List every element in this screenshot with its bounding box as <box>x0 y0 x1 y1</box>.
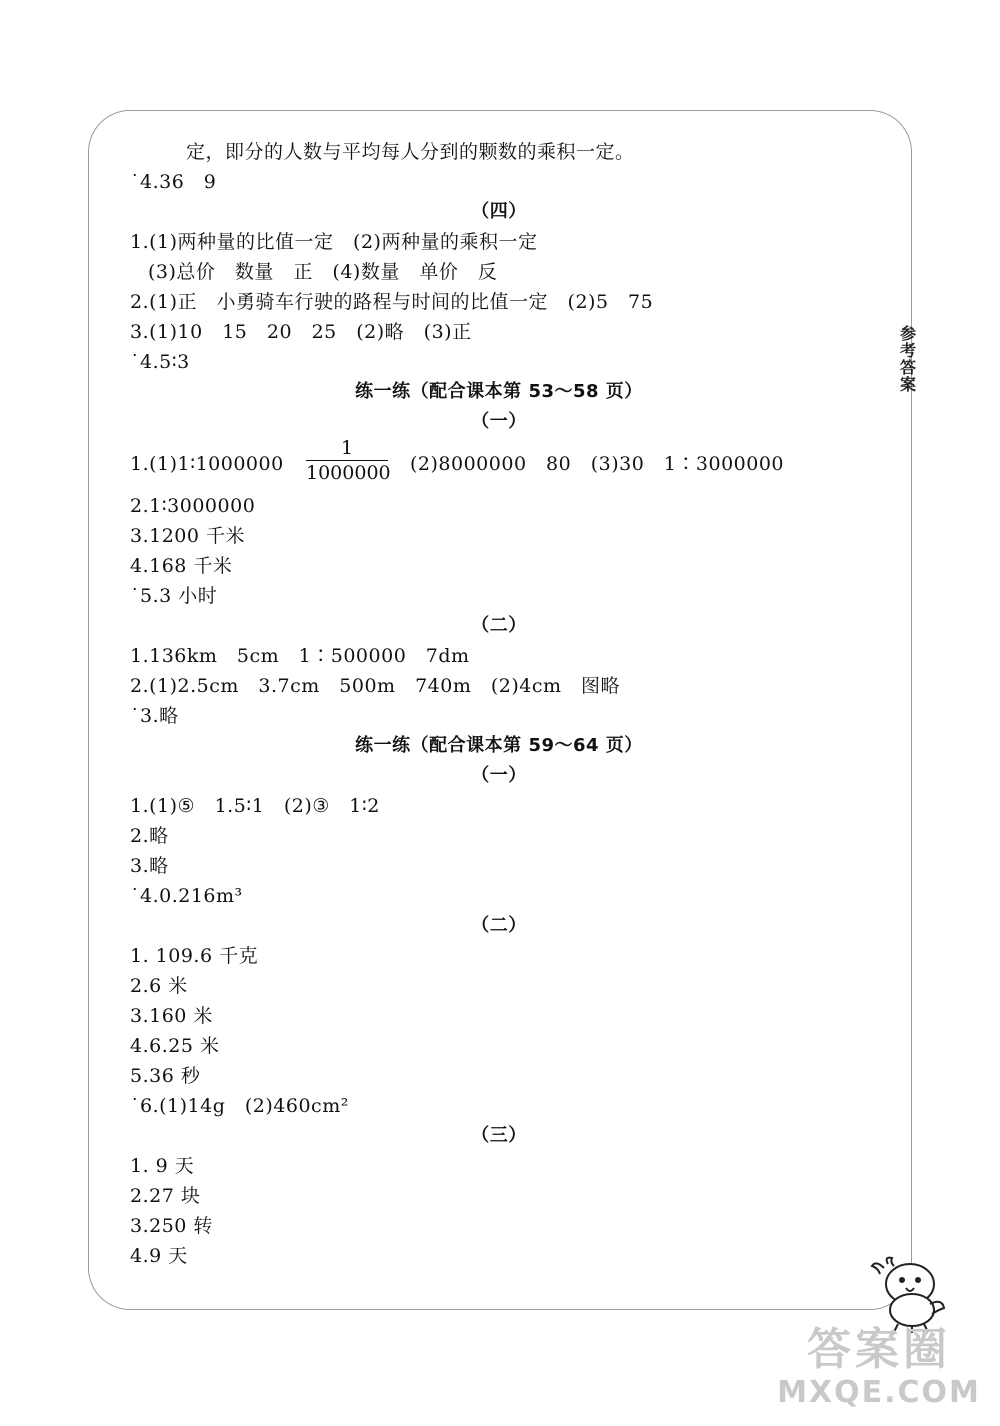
answer-line: ˙4.0.216m³ <box>130 885 243 907</box>
answer-line: 2.略 <box>130 825 169 847</box>
section-heading: （二） <box>471 915 527 936</box>
watermark-top: 答案圈 <box>807 1324 951 1375</box>
answer-line: ˙4.5∶3 <box>130 351 190 373</box>
answer-line: 1. 109.6 千克 <box>130 945 259 967</box>
answer-line: 4.9 天 <box>130 1245 188 1267</box>
answer-line: (3)总价 数量 正 (4)数量 单价 反 <box>148 261 498 283</box>
answer-line: 1. 9 天 <box>130 1155 195 1177</box>
side-label-char: 考 <box>899 341 916 360</box>
answer-line: 2.(1)2.5cm 3.7cm 500m 740m (2)4cm 图略 <box>130 675 621 697</box>
side-label-char: 答 <box>899 358 916 377</box>
fraction-denominator: 1000000 <box>306 462 391 484</box>
answer-line: ˙5.3 小时 <box>130 585 218 607</box>
answer-line: 2.(1)正 小勇骑车行驶的路程与时间的比值一定 (2)5 75 <box>130 291 654 313</box>
answer-line: 1.(1)1∶1000000 <box>130 453 284 475</box>
section-heading: （二） <box>471 615 527 636</box>
answer-line: 5.36 秒 <box>130 1065 201 1087</box>
answer-line: 3.250 转 <box>130 1215 213 1237</box>
answer-line: 3.160 米 <box>130 1005 213 1027</box>
fraction-bar <box>306 460 388 461</box>
answer-line: 2.6 米 <box>130 975 188 997</box>
answer-line: ˙6.(1)14g (2)460cm² <box>130 1095 349 1117</box>
answer-line: 1.(1)两种量的比值一定 (2)两种量的乘积一定 <box>130 231 538 253</box>
section-heading: （一） <box>471 411 527 432</box>
answer-line: 3.1200 千米 <box>130 525 246 547</box>
answer-line: 1.136km 5cm 1∶500000 7dm <box>130 645 470 667</box>
section-heading: （四） <box>471 201 527 222</box>
practice-heading: 练一练（配合课本第 59～64 页） <box>355 735 643 756</box>
answer-line: 1.(1)⑤ 1.5∶1 (2)③ 1∶2 <box>130 795 380 817</box>
answer-line: 3.(1)10 15 20 25 (2)略 (3)正 <box>130 321 472 343</box>
fraction-numerator: 1 <box>340 437 354 459</box>
answer-line: (2)8000000 80 (3)30 1∶3000000 <box>410 453 785 475</box>
fraction <box>306 437 391 484</box>
answer-line: 4.168 千米 <box>130 555 233 577</box>
answer-line: ˙4.36 9 <box>130 171 217 193</box>
side-label-char: 参 <box>899 324 916 343</box>
answer-line: 4.6.25 米 <box>130 1035 220 1057</box>
practice-heading: 练一练（配合课本第 53～58 页） <box>355 381 643 402</box>
watermark-bottom: MXQE.COM <box>777 1375 981 1410</box>
answer-line: ˙3.略 <box>130 705 179 727</box>
bird-mascot-icon <box>868 1254 946 1334</box>
section-heading: （一） <box>471 765 527 786</box>
answer-line: 定，即分的人数与平均每人分到的颗数的乘积一定。 <box>186 141 635 163</box>
section-heading: （三） <box>471 1125 527 1146</box>
answer-line: 2.1∶3000000 <box>130 495 256 517</box>
side-label-char: 案 <box>899 375 916 394</box>
watermark <box>774 1324 984 1410</box>
answer-line: 2.27 块 <box>130 1185 201 1207</box>
answer-line: 3.略 <box>130 855 169 877</box>
